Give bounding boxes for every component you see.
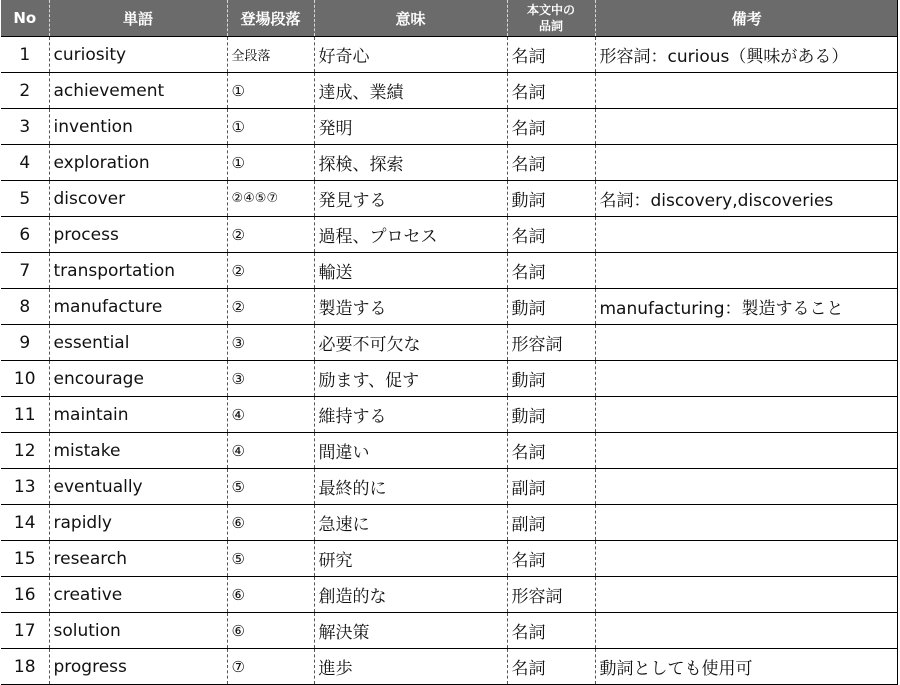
cell-note <box>595 469 898 505</box>
cell-no: 4 <box>1 145 49 181</box>
cell-paragraph: ② <box>227 253 314 289</box>
cell-note: 名詞：discovery,discoveries <box>595 181 898 217</box>
table-row <box>1 505 898 541</box>
header-row <box>1 0 898 37</box>
cell-note <box>595 613 898 649</box>
cell-no: 9 <box>1 325 49 361</box>
cell-meaning: 探検、探索 <box>314 145 507 181</box>
table-row <box>1 217 898 253</box>
cell-note <box>595 73 898 109</box>
cell-meaning: 創造的な <box>314 577 507 613</box>
table-row <box>1 649 898 685</box>
cell-part-of-speech: 副詞 <box>507 505 595 541</box>
cell-part-of-speech: 名詞 <box>507 433 595 469</box>
table-row <box>1 469 898 505</box>
cell-paragraph: ④ <box>227 397 314 433</box>
cell-paragraph: ① <box>227 145 314 181</box>
cell-no: 8 <box>1 289 49 325</box>
cell-meaning: 輸送 <box>314 253 507 289</box>
cell-word: transportation <box>49 253 227 289</box>
cell-note <box>595 397 898 433</box>
header-notes: 備考 <box>595 0 898 37</box>
table-row <box>1 577 898 613</box>
cell-word: eventually <box>49 469 227 505</box>
cell-paragraph: ① <box>227 109 314 145</box>
cell-word: achievement <box>49 73 227 109</box>
cell-no: 11 <box>1 397 49 433</box>
table-row <box>1 289 898 325</box>
cell-paragraph: ⑥ <box>227 577 314 613</box>
cell-word: essential <box>49 325 227 361</box>
cell-note <box>595 505 898 541</box>
cell-word: encourage <box>49 361 227 397</box>
cell-meaning: 励ます、促す <box>314 361 507 397</box>
cell-word: discover <box>49 181 227 217</box>
cell-note <box>595 145 898 181</box>
cell-part-of-speech: 名詞 <box>507 541 595 577</box>
cell-paragraph: ④ <box>227 433 314 469</box>
cell-note: 形容詞：curious（興味がある） <box>595 37 898 73</box>
cell-note: manufacturing：製造すること <box>595 289 898 325</box>
cell-part-of-speech: 動詞 <box>507 289 595 325</box>
table-row <box>1 253 898 289</box>
cell-no: 6 <box>1 217 49 253</box>
table-row <box>1 325 898 361</box>
cell-part-of-speech: 形容詞 <box>507 577 595 613</box>
cell-no: 13 <box>1 469 49 505</box>
table-row <box>1 145 898 181</box>
cell-no: 14 <box>1 505 49 541</box>
cell-word: creative <box>49 577 227 613</box>
cell-word: process <box>49 217 227 253</box>
cell-meaning: 発見する <box>314 181 507 217</box>
cell-note <box>595 253 898 289</box>
cell-paragraph: ⑤ <box>227 541 314 577</box>
cell-part-of-speech: 形容詞 <box>507 325 595 361</box>
table-row <box>1 361 898 397</box>
vocabulary-table <box>1 0 898 685</box>
cell-part-of-speech: 名詞 <box>507 253 595 289</box>
cell-word: manufacture <box>49 289 227 325</box>
table-row <box>1 397 898 433</box>
cell-part-of-speech: 動詞 <box>507 397 595 433</box>
cell-note <box>595 217 898 253</box>
cell-no: 16 <box>1 577 49 613</box>
cell-no: 7 <box>1 253 49 289</box>
cell-no: 18 <box>1 649 49 685</box>
table-row <box>1 181 898 217</box>
cell-note <box>595 577 898 613</box>
table-row <box>1 613 898 649</box>
cell-no: 10 <box>1 361 49 397</box>
cell-part-of-speech: 動詞 <box>507 361 595 397</box>
cell-meaning: 製造する <box>314 289 507 325</box>
table-row <box>1 541 898 577</box>
cell-note <box>595 325 898 361</box>
cell-word: rapidly <box>49 505 227 541</box>
cell-no: 12 <box>1 433 49 469</box>
cell-paragraph: ⑥ <box>227 505 314 541</box>
cell-no: 15 <box>1 541 49 577</box>
cell-part-of-speech: 名詞 <box>507 217 595 253</box>
cell-no: 1 <box>1 37 49 73</box>
cell-part-of-speech: 名詞 <box>507 649 595 685</box>
header-pos-line1: 本文中の <box>526 3 575 17</box>
cell-part-of-speech: 副詞 <box>507 469 595 505</box>
cell-part-of-speech: 動詞 <box>507 181 595 217</box>
cell-no: 5 <box>1 181 49 217</box>
cell-paragraph: ③ <box>227 325 314 361</box>
cell-word: maintain <box>49 397 227 433</box>
cell-paragraph: 全段落 <box>227 37 314 73</box>
cell-meaning: 好奇心 <box>314 37 507 73</box>
cell-part-of-speech: 名詞 <box>507 109 595 145</box>
cell-no: 2 <box>1 73 49 109</box>
header-pos-line2: 品詞 <box>538 19 563 33</box>
header-part-of-speech <box>507 0 595 37</box>
cell-word: mistake <box>49 433 227 469</box>
cell-part-of-speech: 名詞 <box>507 37 595 73</box>
cell-meaning: 進歩 <box>314 649 507 685</box>
cell-word: research <box>49 541 227 577</box>
cell-meaning: 最終的に <box>314 469 507 505</box>
cell-note: 動詞としても使用可 <box>595 649 898 685</box>
cell-meaning: 維持する <box>314 397 507 433</box>
cell-meaning: 過程、プロセス <box>314 217 507 253</box>
cell-no: 3 <box>1 109 49 145</box>
cell-paragraph: ⑤ <box>227 469 314 505</box>
cell-note <box>595 109 898 145</box>
cell-word: solution <box>49 613 227 649</box>
cell-paragraph: ⑦ <box>227 649 314 685</box>
cell-meaning: 発明 <box>314 109 507 145</box>
cell-paragraph: ②④⑤⑦ <box>227 181 314 217</box>
cell-paragraph: ② <box>227 289 314 325</box>
cell-no: 17 <box>1 613 49 649</box>
cell-note <box>595 433 898 469</box>
header-meaning: 意味 <box>314 0 507 37</box>
cell-paragraph: ② <box>227 217 314 253</box>
cell-paragraph: ⑥ <box>227 613 314 649</box>
cell-meaning: 必要不可欠な <box>314 325 507 361</box>
header-no: No <box>1 0 49 37</box>
cell-word: progress <box>49 649 227 685</box>
cell-meaning: 急速に <box>314 505 507 541</box>
cell-meaning: 研究 <box>314 541 507 577</box>
cell-paragraph: ③ <box>227 361 314 397</box>
cell-part-of-speech: 名詞 <box>507 73 595 109</box>
header-word: 単語 <box>49 0 227 37</box>
cell-word: invention <box>49 109 227 145</box>
cell-word: curiosity <box>49 37 227 73</box>
table-row <box>1 109 898 145</box>
cell-meaning: 解決策 <box>314 613 507 649</box>
cell-note <box>595 541 898 577</box>
cell-note <box>595 361 898 397</box>
table-row <box>1 73 898 109</box>
cell-meaning: 達成、業績 <box>314 73 507 109</box>
cell-meaning: 間違い <box>314 433 507 469</box>
table-row <box>1 433 898 469</box>
header-paragraph: 登場段落 <box>227 0 314 37</box>
cell-part-of-speech: 名詞 <box>507 145 595 181</box>
cell-part-of-speech: 名詞 <box>507 613 595 649</box>
cell-word: exploration <box>49 145 227 181</box>
table-row <box>1 37 898 73</box>
cell-paragraph: ① <box>227 73 314 109</box>
